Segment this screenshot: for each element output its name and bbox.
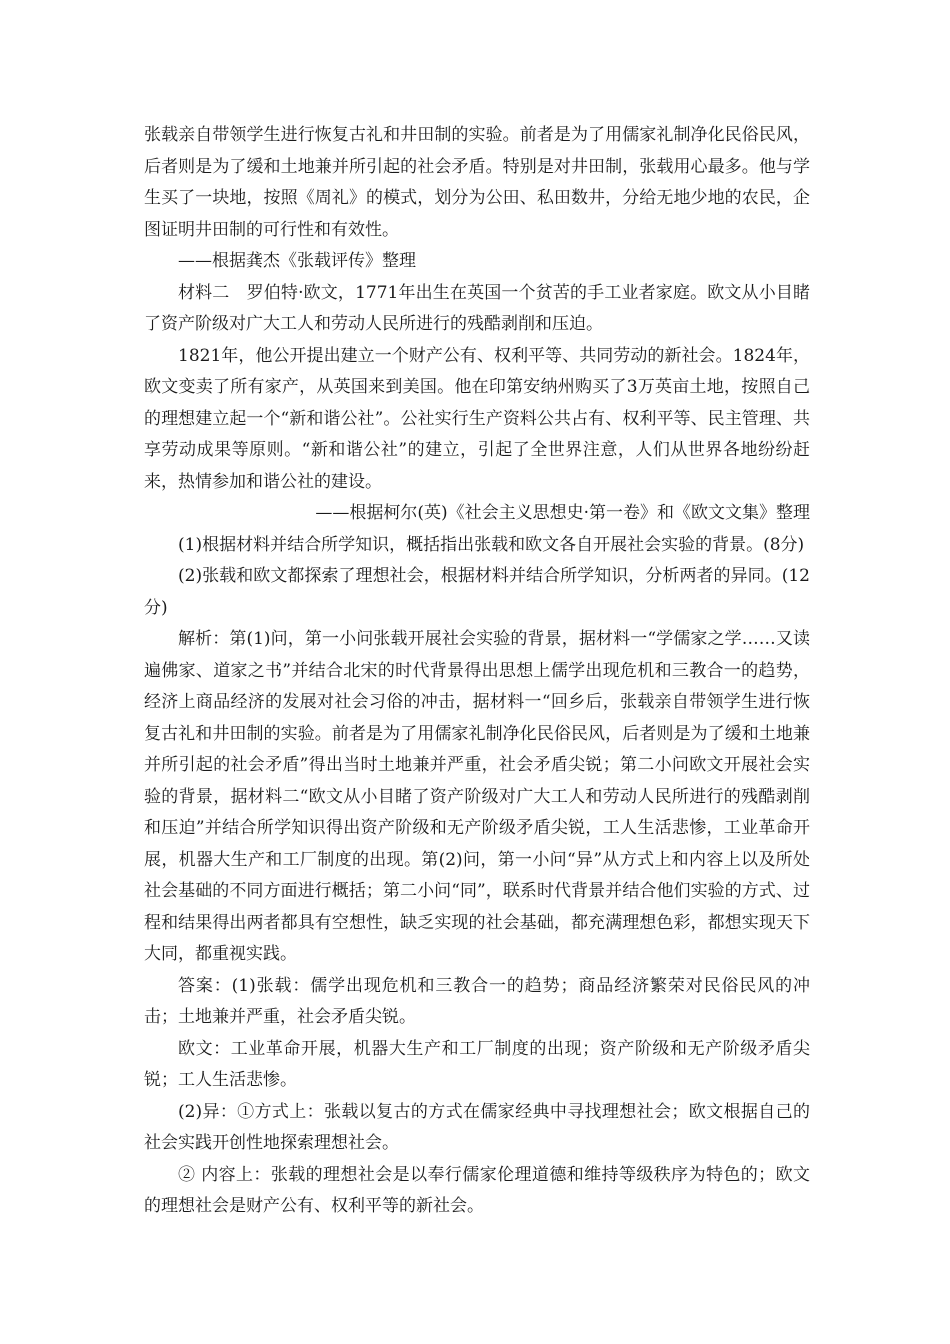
answer-1-zhangzai: 答案：(1)张载：儒学出现危机和三教合一的趋势；商品经济繁荣对民俗民风的冲击；土地兼并严重，社会矛盾尖锐。 [144,975,810,1027]
analysis-paragraph: 解析：第(1)问，第一小问张载开展社会实验的背景，据材料一“学儒家之学……又读遍佛家、道家之书”并结合北宋的时代背景得出思想上儒学出现危机和三教合一的趋势，经济上商品经济的发展对社会习俗的冲击，据材料一“回乡后，张载亲自带领学生进行恢复古礼和井田制的实验。前者是为了用儒家礼制净化民俗民风，后者则是为了缓和土地兼并所引起的社会矛盾”得出当时土地兼并严重，社会矛盾尖锐；第二小问欧文开展社会实验的背景，据材料二“欧文从小目睹了资产阶级对广大工人和劳动人民所进行的残酷剥削和压迫”并结合所学知识得出资产阶级和无产阶级矛盾尖锐，工人生活悲惨，工业革命开展，机器大生产和工厂制度的出现。第(2)问，第一小问“异”从方式上和内容上以及所处社会基础的不同方面进行概括；第二小问“同”，联系时代背景并结合他们实验的方式、过程和结果得出两者都具有空想性，缺乏实现的社会基础，都充满理想色彩，都想实现天下大同，都重视实践。 [144,629,810,964]
material2-paragraph-1: 材料二 罗伯特·欧文，1771年出生在英国一个贫苦的手工业者家庭。欧文从小目睹了资产阶级对广大工人和劳动人民所进行的残酷剥削和压迫。 [144,282,810,334]
document-page [144,120,810,1223]
question-2: (2)张载和欧文都探索了理想社会，根据材料并结合所学知识，分析两者的异同。(12分) [144,566,810,618]
material2-paragraph-2: 1821年，他公开提出建立一个财产公有、权利平等、共同劳动的新社会。1824年，欧文变卖了所有家产，从英国来到美国。他在印第安纳州购买了3万英亩土地，按照自己的理想建立起一个“新和谐公社”。公社实行生产资料公共占有、权利平等、民主管理、共享劳动成果等原则。“新和谐公社”的建立，引起了全世界注意，人们从世界各地纷纷赶来，热情参加和谐公社的建设。 [144,345,810,492]
answer-2-content: ② 内容上：张载的理想社会是以奉行儒家伦理道德和维持等级秩序为特色的；欧文的理想社会是财产公有、权利平等的新社会。 [144,1164,810,1216]
material1-source: ——根据龚杰《张载评传》整理 [178,251,416,271]
material2-source: ——根据柯尔(英)《社会主义思想史·第一卷》和《欧文文集》整理 [315,503,810,523]
material1-paragraph: 张载亲自带领学生进行恢复古礼和井田制的实验。前者是为了用儒家礼制净化民俗民风，后者则是为了缓和土地兼并所引起的社会矛盾。特别是对井田制，张载用心最多。他与学生买了一块地，按照《周礼》的模式，划分为公田、私田数井，分给无地少地的农民，企图证明井田制的可行性和有效性。 [144,125,810,240]
answer-2-method: (2)异：①方式上：张载以复古的方式在儒家经典中寻找理想社会；欧文根据自己的社会实践开创性地探索理想社会。 [144,1101,810,1153]
answer-1-owen: 欧文：工业革命开展，机器大生产和工厂制度的出现；资产阶级和无产阶级矛盾尖锐；工人生活悲惨。 [144,1038,810,1090]
question-1: (1)根据材料并结合所学知识，概括指出张载和欧文各自开展社会实验的背景。(8分) [178,534,805,555]
